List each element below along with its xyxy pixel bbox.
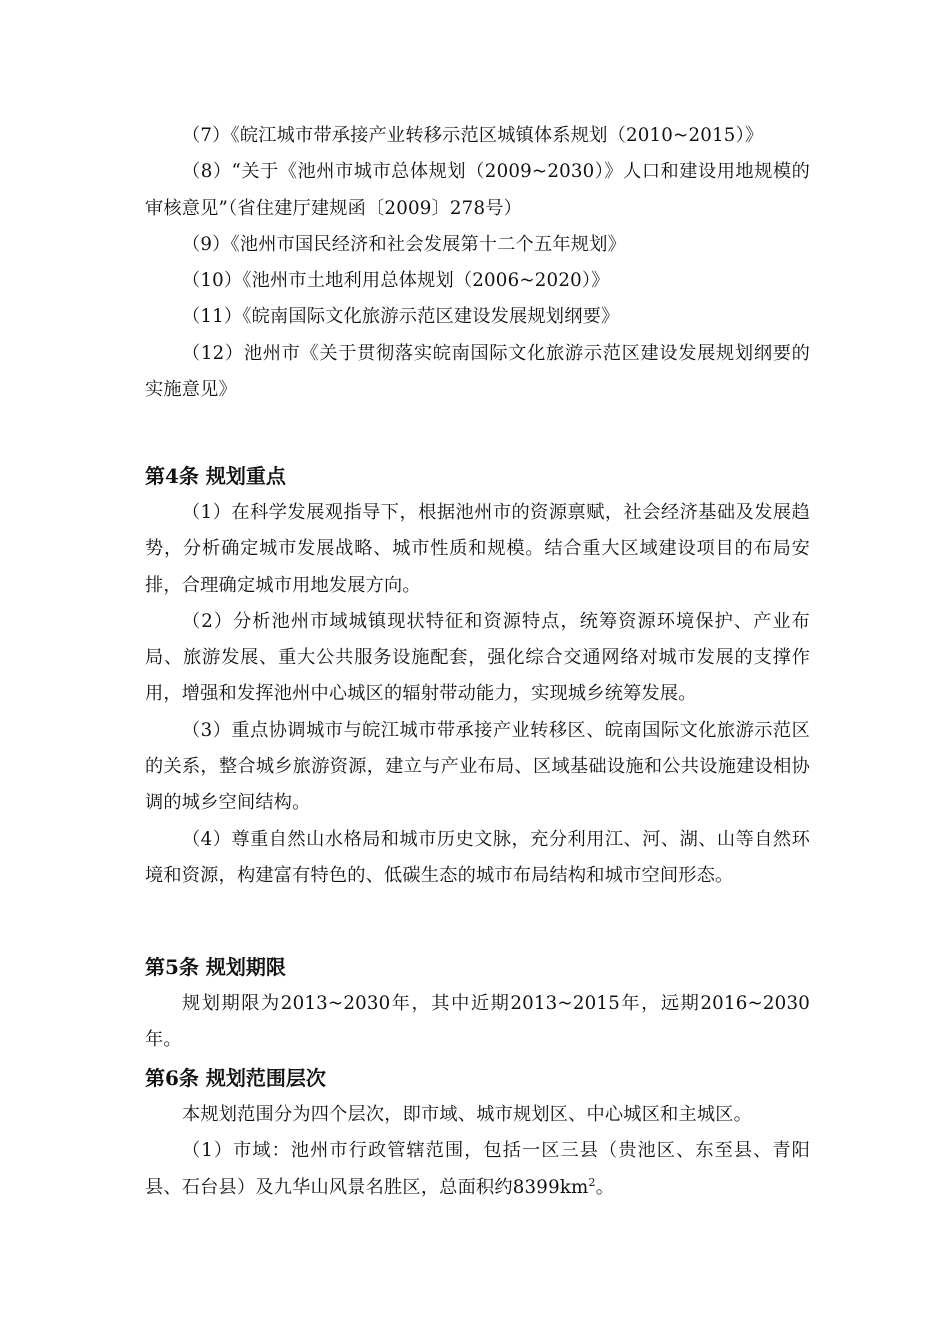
- reference-item: （12）池州市《关于贯彻落实皖南国际文化旅游示范区建设发展规划纲要的实施意见》: [145, 342, 810, 401]
- reference-list: [145, 118, 810, 408]
- article-6-item-1-end: 。: [595, 1176, 615, 1198]
- article-4-paragraph: （4）尊重自然山水格局和城市历史文脉，充分利用江、河、湖、山等自然环境和资源，构建富有特色的、低碳生态的城市布局结构和城市空间形态。: [145, 828, 810, 886]
- article-4-heading: 第4条 规划重点: [145, 464, 286, 488]
- reference-item: （7）《皖江城市带承接产业转移示范区城镇体系规划（2010~2015）》: [182, 125, 764, 146]
- article-4-body: [145, 495, 810, 894]
- article-4-paragraph: （2）分析池州市域城镇现状特征和资源特点，统筹资源环境保护、产业布局、旅游发展、重大公共服务设施配套，强化综合交通网络对城市发展的支撑作用，增强和发挥池州中心城区的辐射带动能力，实现城乡统筹发展。: [145, 610, 810, 705]
- reference-item: （11）《皖南国际文化旅游示范区建设发展规划纲要》: [182, 306, 620, 328]
- area-unit-superscript: 2: [588, 1175, 596, 1189]
- article-5-paragraph: 规划期限为2013~2030年，其中近期2013~2015年，远期2016~2030年。: [145, 993, 810, 1051]
- article-5-heading: 第5条 规划期限: [145, 955, 286, 979]
- article-6-body: [145, 1097, 810, 1206]
- article-6-intro: 本规划范围分为四个层次，即市域、城市规划区、中心城区和主城区。: [182, 1104, 753, 1125]
- article-4-paragraph: （1）在科学发展观指导下，根据池州市的资源禀赋，社会经济基础及发展趋势，分析确定城市发展战略、城市性质和规模。结合重大区域建设项目的布局安排，合理确定城市用地发展方向。: [145, 502, 810, 596]
- article-6-heading: 第6条 规划范围层次: [145, 1066, 326, 1090]
- article-6-item-1-text: （1）市域：池州市行政管辖范围，包括一区三县（贵池区、东至县、青阳县、石台县）及九华山风景名胜区，总面积约8399km: [145, 1140, 810, 1198]
- reference-item: （8）“关于《池州市城市总体规划（2009~2030）》人口和建设用地规模的审核意见”（省住建厅建规函〔2009〕278号）: [145, 161, 810, 219]
- article-4-paragraph: （3）重点协调城市与皖江城市带承接产业转移区、皖南国际文化旅游示范区的关系，整合城乡旅游资源，建立与产业布局、区域基础设施和公共设施建设相协调的城乡空间结构。: [145, 719, 810, 814]
- reference-item: （10）《池州市土地利用总体规划（2006~2020）》: [182, 270, 610, 292]
- reference-item: （9）《池州市国民经济和社会发展第十二个五年规划》: [182, 233, 626, 255]
- article-6-item-1: [145, 1133, 810, 1206]
- article-5-body: [145, 986, 810, 1059]
